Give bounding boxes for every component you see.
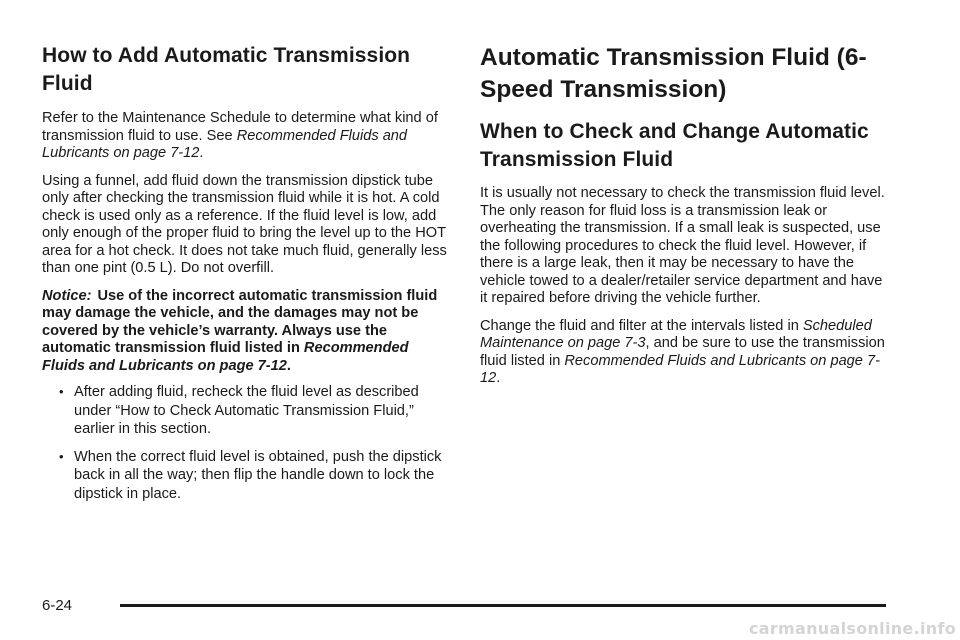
page-footer: [0, 590, 960, 620]
paragraph-maintenance-schedule: Refer to the Maintenance Schedule to determine what kind of transmission fluid to use. See Recommended Fluids and Lubricants on page 7-12.: [42, 110, 438, 161]
list-item: • After adding fluid, recheck the fluid level as described under “How to Check Automatic Transmission Fluid,” earlier in this section.: [59, 384, 419, 437]
watermark: carmanualsonline.info: [748, 619, 956, 638]
subsection-heading-when-to-check: When to Check and Change Automatic Transmission Fluid: [480, 120, 869, 171]
left-column: [42, 42, 450, 512]
cross-reference-link: Recommended Fluids and Lubricants on page 7-12: [42, 127, 408, 161]
footer-rule: [120, 604, 886, 607]
list-item: • When the correct fluid level is obtained, push the dipstick back in all the way; then flip the handle down to lock the dipstick in place.: [59, 448, 442, 502]
cross-reference-link: Scheduled Maintenance on page 7-3: [480, 317, 872, 351]
bullet-icon: •: [59, 448, 64, 464]
right-column: [480, 42, 890, 398]
paragraph-change-interval: Change the fluid and filter at the intervals listed in Scheduled Maintenance on page 7-3, and be sure to use the transmission fluid listed in Recommended Fluids and Lubricants on page 7-12.: [480, 317, 885, 386]
page-number: 6-24: [42, 597, 73, 614]
cross-reference-link: Recommended Fluids and Lubricants on page 7-12: [480, 352, 880, 386]
paragraph-funnel-instructions: Using a funnel, add fluid down the transmission dipstick tube only after checking the transmission fluid while it is hot. A cold check is used only as a reference. If the fluid level is low, add only enough of the proper fluid to bring the level up to the HOT area for a hot check. It does not take much fluid, generally less than one pint (0.5 L). Do not overfill.: [42, 172, 447, 276]
section-heading-add-fluid: How to Add Automatic Transmission Fluid: [42, 44, 411, 95]
notice-label: Notice:: [42, 287, 92, 304]
bullet-list: [42, 383, 450, 503]
section-heading-6-speed: Automatic Transmission Fluid (6-Speed Transmission): [480, 44, 867, 103]
bullet-icon: •: [59, 384, 64, 399]
notice-block: Notice: Use of the incorrect automatic transmission fluid may damage the vehicle, and the damages may not be covered by the vehicle’s warranty. Always use the automatic transmission fluid listed in Recommended Fluids and Lubricants on page 7-12.: [42, 287, 438, 374]
paragraph-fluid-loss: It is usually not necessary to check the transmission fluid level. The only reason for fluid loss is a transmission leak or overheating the transmission. If a small leak is suspected, use the following procedures to check the fluid level. However, if there is a large leak, then it may be necessary to have the vehicle towed to a dealer/retailer service department and have it repaired before driving the vehicle further.: [480, 185, 885, 306]
cross-reference-link: Recommended Fluids and Lubricants on page 7-12: [42, 340, 409, 374]
